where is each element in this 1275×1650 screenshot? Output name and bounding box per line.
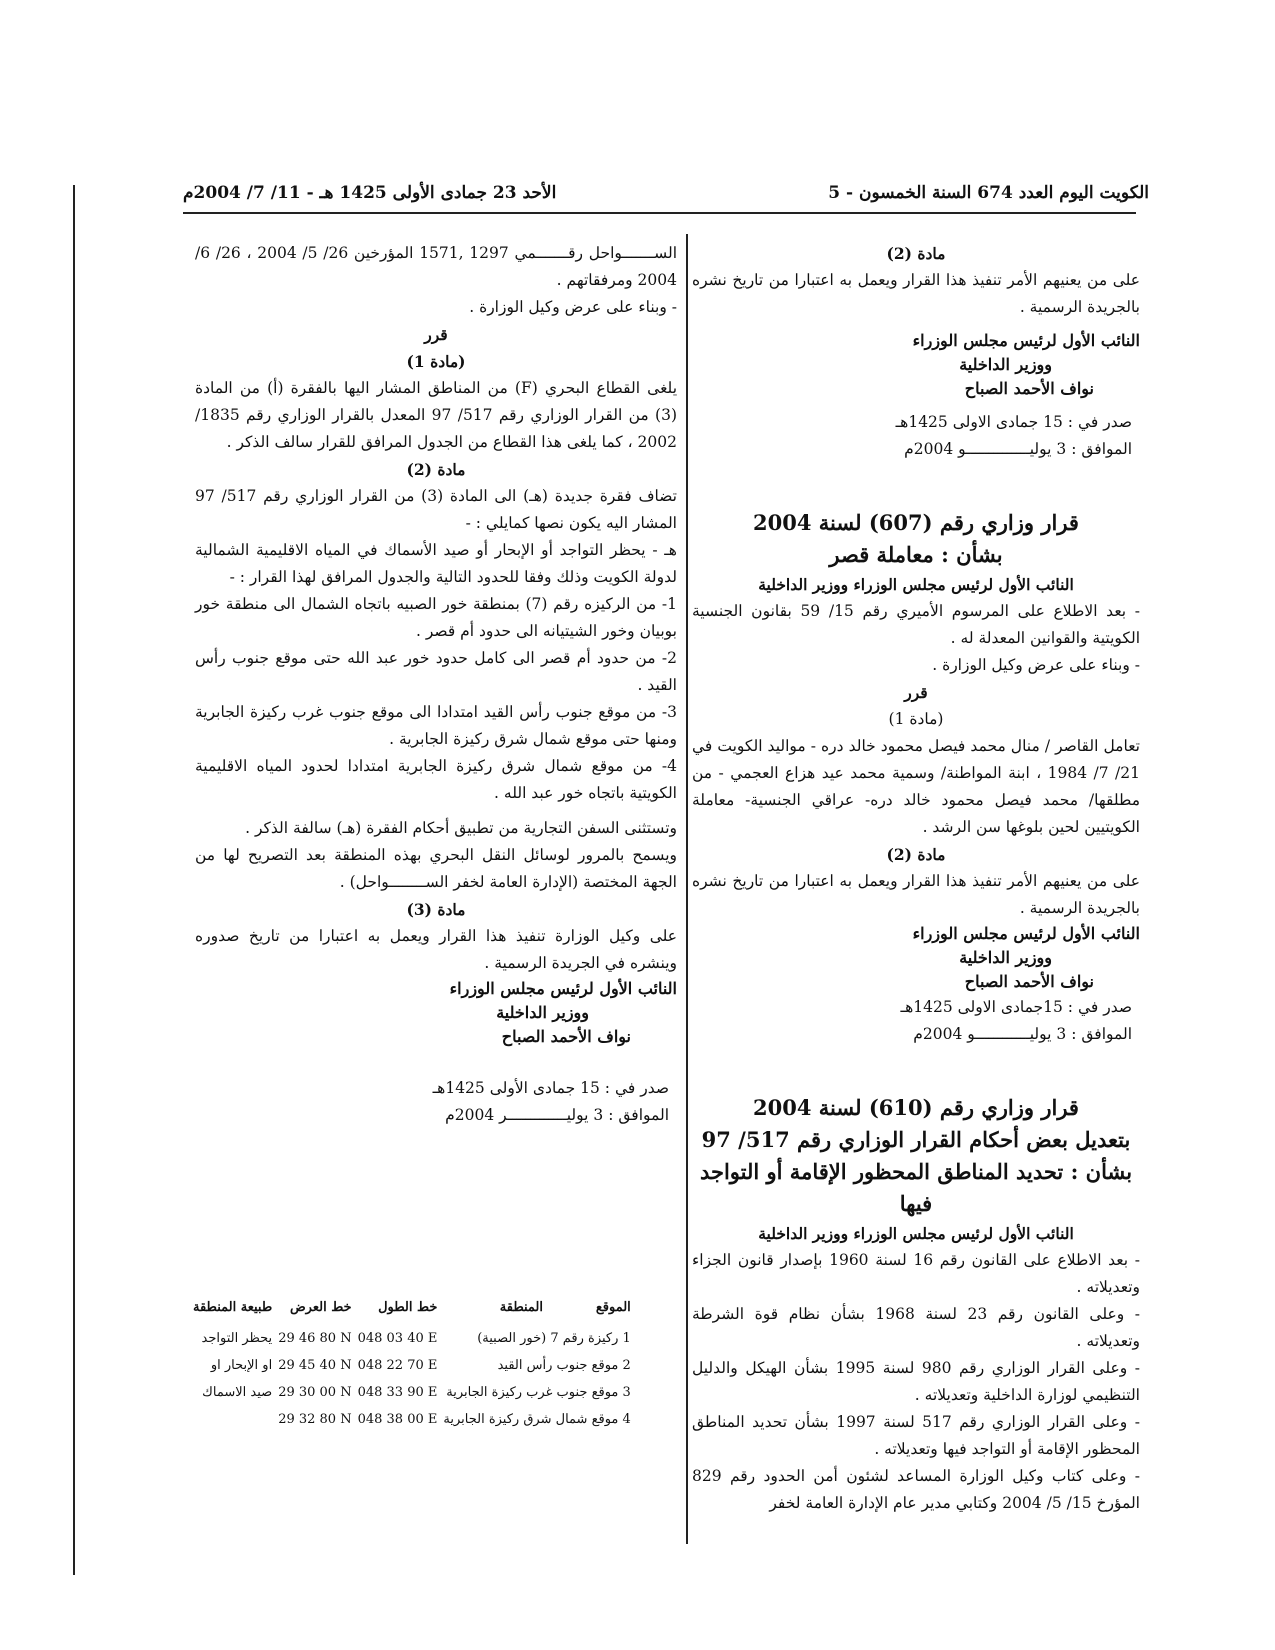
decree-title: قرار وزاري رقم (607) لسنة 2004: [753, 510, 1079, 535]
boundary-item: 2- من حدود أم قصر الى كامل حدود خور عبد الله حتى موقع جنوب رأس القيد .: [195, 649, 677, 694]
signature-title: النائب الأول لرئيس مجلس الوزراء: [912, 331, 1140, 350]
header-rule: [183, 212, 1136, 214]
signature-title: النائب الأول لرئيس مجلس الوزراء: [912, 924, 1140, 943]
longitude-cell: 048 38 00 E: [357, 1412, 438, 1427]
signature-name: نواف الأحمد الصباح: [501, 1027, 631, 1046]
issue-date: صدر في : 15جمادى الاولى 1425هـ: [900, 998, 1132, 1016]
decree-amendment-title: بتعديل بعض أحكام القرار الوزاري رقم 517/ 97: [701, 1127, 1131, 1152]
location-cell: 4 موقع شمال شرق ركيزة الجابرية: [443, 1412, 631, 1427]
decree-title: قرار وزاري رقم (610) لسنة 2004: [753, 1095, 1079, 1120]
table-header: خط العرض: [289, 1300, 352, 1315]
decree-subject: بشأن : معاملة قصر: [829, 542, 1003, 567]
table-header-row: [190, 1296, 634, 1325]
article-heading: (مادة 1): [406, 352, 466, 371]
table-header: المنطقة: [499, 1300, 544, 1315]
zone-nature-cell: [190, 1406, 275, 1433]
preamble-paragraph: - وبناء على عرض وكيل الوزارة .: [932, 656, 1140, 674]
article-text: على من يعنيهم الأمر تنفيذ هذا القرار ويعمل به اعتبارا من تاريخ نشره بالجريدة الرسمية .: [692, 872, 1140, 917]
article-text: تعامل القاصر / منال محمد فيصل محمود خالد دره - مواليد الكويت في 21/ 7/ 1984 ، ابنة المواطنة/ وسمية محمد عيد هزاع العجمي - من مطلقها/ محمد فيصل محمود خالد دره- عراقي الجنسية- معاملة الكويتيين لحين بلوغها سن الرشد .: [692, 737, 1140, 836]
corresponding-date: الموافق : 3 يوليــــــــــــــو 2004م: [904, 440, 1132, 458]
article-text: على من يعنيهم الأمر تنفيذ هذا القرار ويعمل به اعتبارا من تاريخ نشره بالجريدة الرسمية .: [692, 271, 1140, 316]
article-heading: مادة (3): [406, 900, 466, 919]
article-text: على وكيل الوزارة تنفيذ هذا القرار ويعمل به اعتبارا من تاريخ صدوره وينشره في الجريدة الرسمية .: [195, 927, 677, 972]
latitude-cell: 29 30 00 N: [278, 1385, 352, 1400]
table-header: خط الطول: [378, 1300, 438, 1315]
decree-authority: النائب الأول لرئيس مجلس الوزراء ووزير الداخلية: [758, 575, 1074, 594]
zone-nature-cell: او الإبحار او: [210, 1358, 273, 1373]
table-row: [190, 1379, 634, 1406]
signature-ministry: ووزير الداخلية: [959, 948, 1052, 967]
header-date: الأحد 23 جمادى الأولى 1425 هـ - 11/ 7/ 2004م: [183, 183, 557, 203]
decree-subject: بشأن : تحديد المناطق المحظور الإقامة أو التواجد فيها: [699, 1159, 1133, 1216]
table-row: [190, 1352, 634, 1379]
article-text: يلغى القطاع البحري (F) من المناطق المشار اليها بالفقرة (أ) من المادة (3) من القرار الوزاري رقم 517/ 97 المعدل بالقرار الوزاري رقم 1835/ 2002 ، كما يلغى هذا القطاع من الجدول المرافق للقرار سالف الذكر .: [195, 379, 678, 451]
issue-date: صدر في : 15 جمادى الاولى 1425هـ: [895, 413, 1132, 431]
corresponding-date: الموافق : 3 يوليــــــــــــو 2004م: [913, 1025, 1132, 1043]
table-row: [190, 1406, 634, 1433]
left-column: [195, 240, 677, 1129]
table-row: [190, 1325, 634, 1352]
signature-title: النائب الأول لرئيس مجلس الوزراء: [449, 979, 677, 998]
issue-date: صدر في : 15 جمادى الأولى 1425هـ: [432, 1079, 669, 1097]
article-heading: مادة (2): [886, 845, 946, 864]
decided-heading: قرر: [904, 683, 928, 702]
location-cell: 3 موقع جنوب غرب ركيزة الجابرية: [446, 1385, 631, 1400]
boundary-item: 3- من موقع جنوب رأس القيد امتدادا الى موقع جنوب غرب ركيزة الجابرية ومنها حتى موقع شمال شرق ركيزة الجابرية .: [195, 703, 677, 748]
continued-paragraph: الســـــــواحل رقـــــــمي 1297 ,1571 المؤرخين 26/ 5/ 2004 ، 26/ 6/ 2004 ومرفقاتهم .: [195, 244, 678, 289]
latitude-cell: 29 45 40 N: [278, 1358, 352, 1373]
preamble-paragraph: - وعلى القرار الوزاري رقم 517 لسنة 1997 بشأن تحديد المناطق المحظور الإقامة أو التواجد فيها وتعديلاته .: [692, 1413, 1140, 1458]
preamble-paragraph: - وعلى القرار الوزاري رقم 980 لسنة 1995 بشأن الهيكل والدليل التنظيمي لوزارة الداخلية وتعديلاته .: [692, 1359, 1140, 1404]
preamble-paragraph: - بعد الاطلاع على القانون رقم 16 لسنة 1960 بإصدار قانون الجزاء وتعديلاته .: [692, 1251, 1140, 1296]
signature-ministry: ووزير الداخلية: [959, 355, 1052, 374]
preamble-paragraph: - وعلى القانون رقم 23 لسنة 1968 بشأن نظام قوة الشرطة وتعديلاته .: [692, 1305, 1140, 1350]
zone-nature-cell: صيد الاسماك: [202, 1385, 273, 1400]
zone-nature-cell: يحظر التواجد: [201, 1331, 273, 1346]
decree-authority: النائب الأول لرئيس مجلس الوزراء ووزير الداخلية: [758, 1224, 1074, 1243]
article-heading: مادة (2): [886, 244, 946, 263]
preamble-paragraph: - بعد الاطلاع على المرسوم الأميري رقم 15/ 59 بقانون الجنسية الكويتية والقوانين المعدلة له .: [692, 602, 1141, 647]
boundary-item: 1- من الركيزه رقم (7) بمنطقة خور الصبيه باتجاه الشمال الى منطقة خور بوبيان وخور الشيتيانه الى حدود أم قصر .: [195, 595, 678, 640]
locations-table: [190, 1296, 634, 1433]
location-cell: 1 ركيزة رقم 7 (خور الصبية): [477, 1331, 631, 1346]
longitude-cell: 048 33 90 E: [357, 1385, 438, 1400]
longitude-cell: 048 22 70 E: [357, 1358, 438, 1373]
article-text: تضاف فقرة جديدة (هـ) الى المادة (3) من القرار الوزاري رقم 517/ 97 المشار اليه يكون نصها كمايلي : -: [195, 487, 677, 532]
preamble-paragraph: - وبناء على عرض وكيل الوزارة .: [469, 298, 677, 316]
article-heading: مادة (2): [406, 460, 466, 479]
corresponding-date: الموافق : 3 يوليـــــــــــــر 2004م: [445, 1106, 669, 1124]
signature-ministry: ووزير الداخلية: [496, 1003, 589, 1022]
latitude-cell: 29 32 80 N: [278, 1412, 352, 1427]
signature-name: نواف الأحمد الصباح: [964, 379, 1094, 398]
binding-margin-line: [73, 185, 75, 1575]
signature-name: نواف الأحمد الصباح: [964, 972, 1094, 991]
article-heading: (مادة 1): [888, 710, 944, 728]
header-issue-info: الكويت اليوم العدد 674 السنة الخمسون - 5: [828, 183, 1149, 203]
longitude-cell: 048 03 40 E: [357, 1331, 438, 1346]
column-divider: [686, 234, 688, 1544]
preamble-paragraph: - وعلى كتاب وكيل الوزارة المساعد لشئون أمن الحدود رقم 829 المؤرخ 15/ 5/ 2004 وكتابي مدير عام الإدارة العامة لخفر: [692, 1467, 1140, 1512]
decided-heading: قرر: [424, 325, 448, 344]
table-header: طبيعة المنطقة: [193, 1300, 273, 1315]
boundary-item: 4- من موقع شمال شرق ركيزة الجابرية امتدادا لحدود المياه الاقليمية الكويتية باتجاه خور عبد الله .: [195, 757, 677, 802]
latitude-cell: 29 46 80 N: [278, 1331, 352, 1346]
paragraph-h: هـ - يحظر التواجد أو الإبحار أو صيد الأسماك في المياه الاقليمية الشمالية لدولة الكويت وذلك وفقا للحدود التالية والجدول المرافق لهذا القرار : -: [195, 541, 677, 586]
allowance-paragraph: ويسمح بالمرور لوسائل النقل البحري بهذه المنطقة بعد التصريح لها من الجهة المختصة (الإدارة العامة لخفر الســــــــواحل) .: [195, 846, 677, 891]
location-cell: 2 موقع جنوب رأس القيد: [497, 1358, 631, 1373]
exception-paragraph: وتستثنى السفن التجارية من تطبيق أحكام الفقرة (هـ) سالفة الذكر .: [245, 819, 677, 837]
table-header: الموقع: [595, 1300, 631, 1315]
right-column: [692, 240, 1140, 1517]
